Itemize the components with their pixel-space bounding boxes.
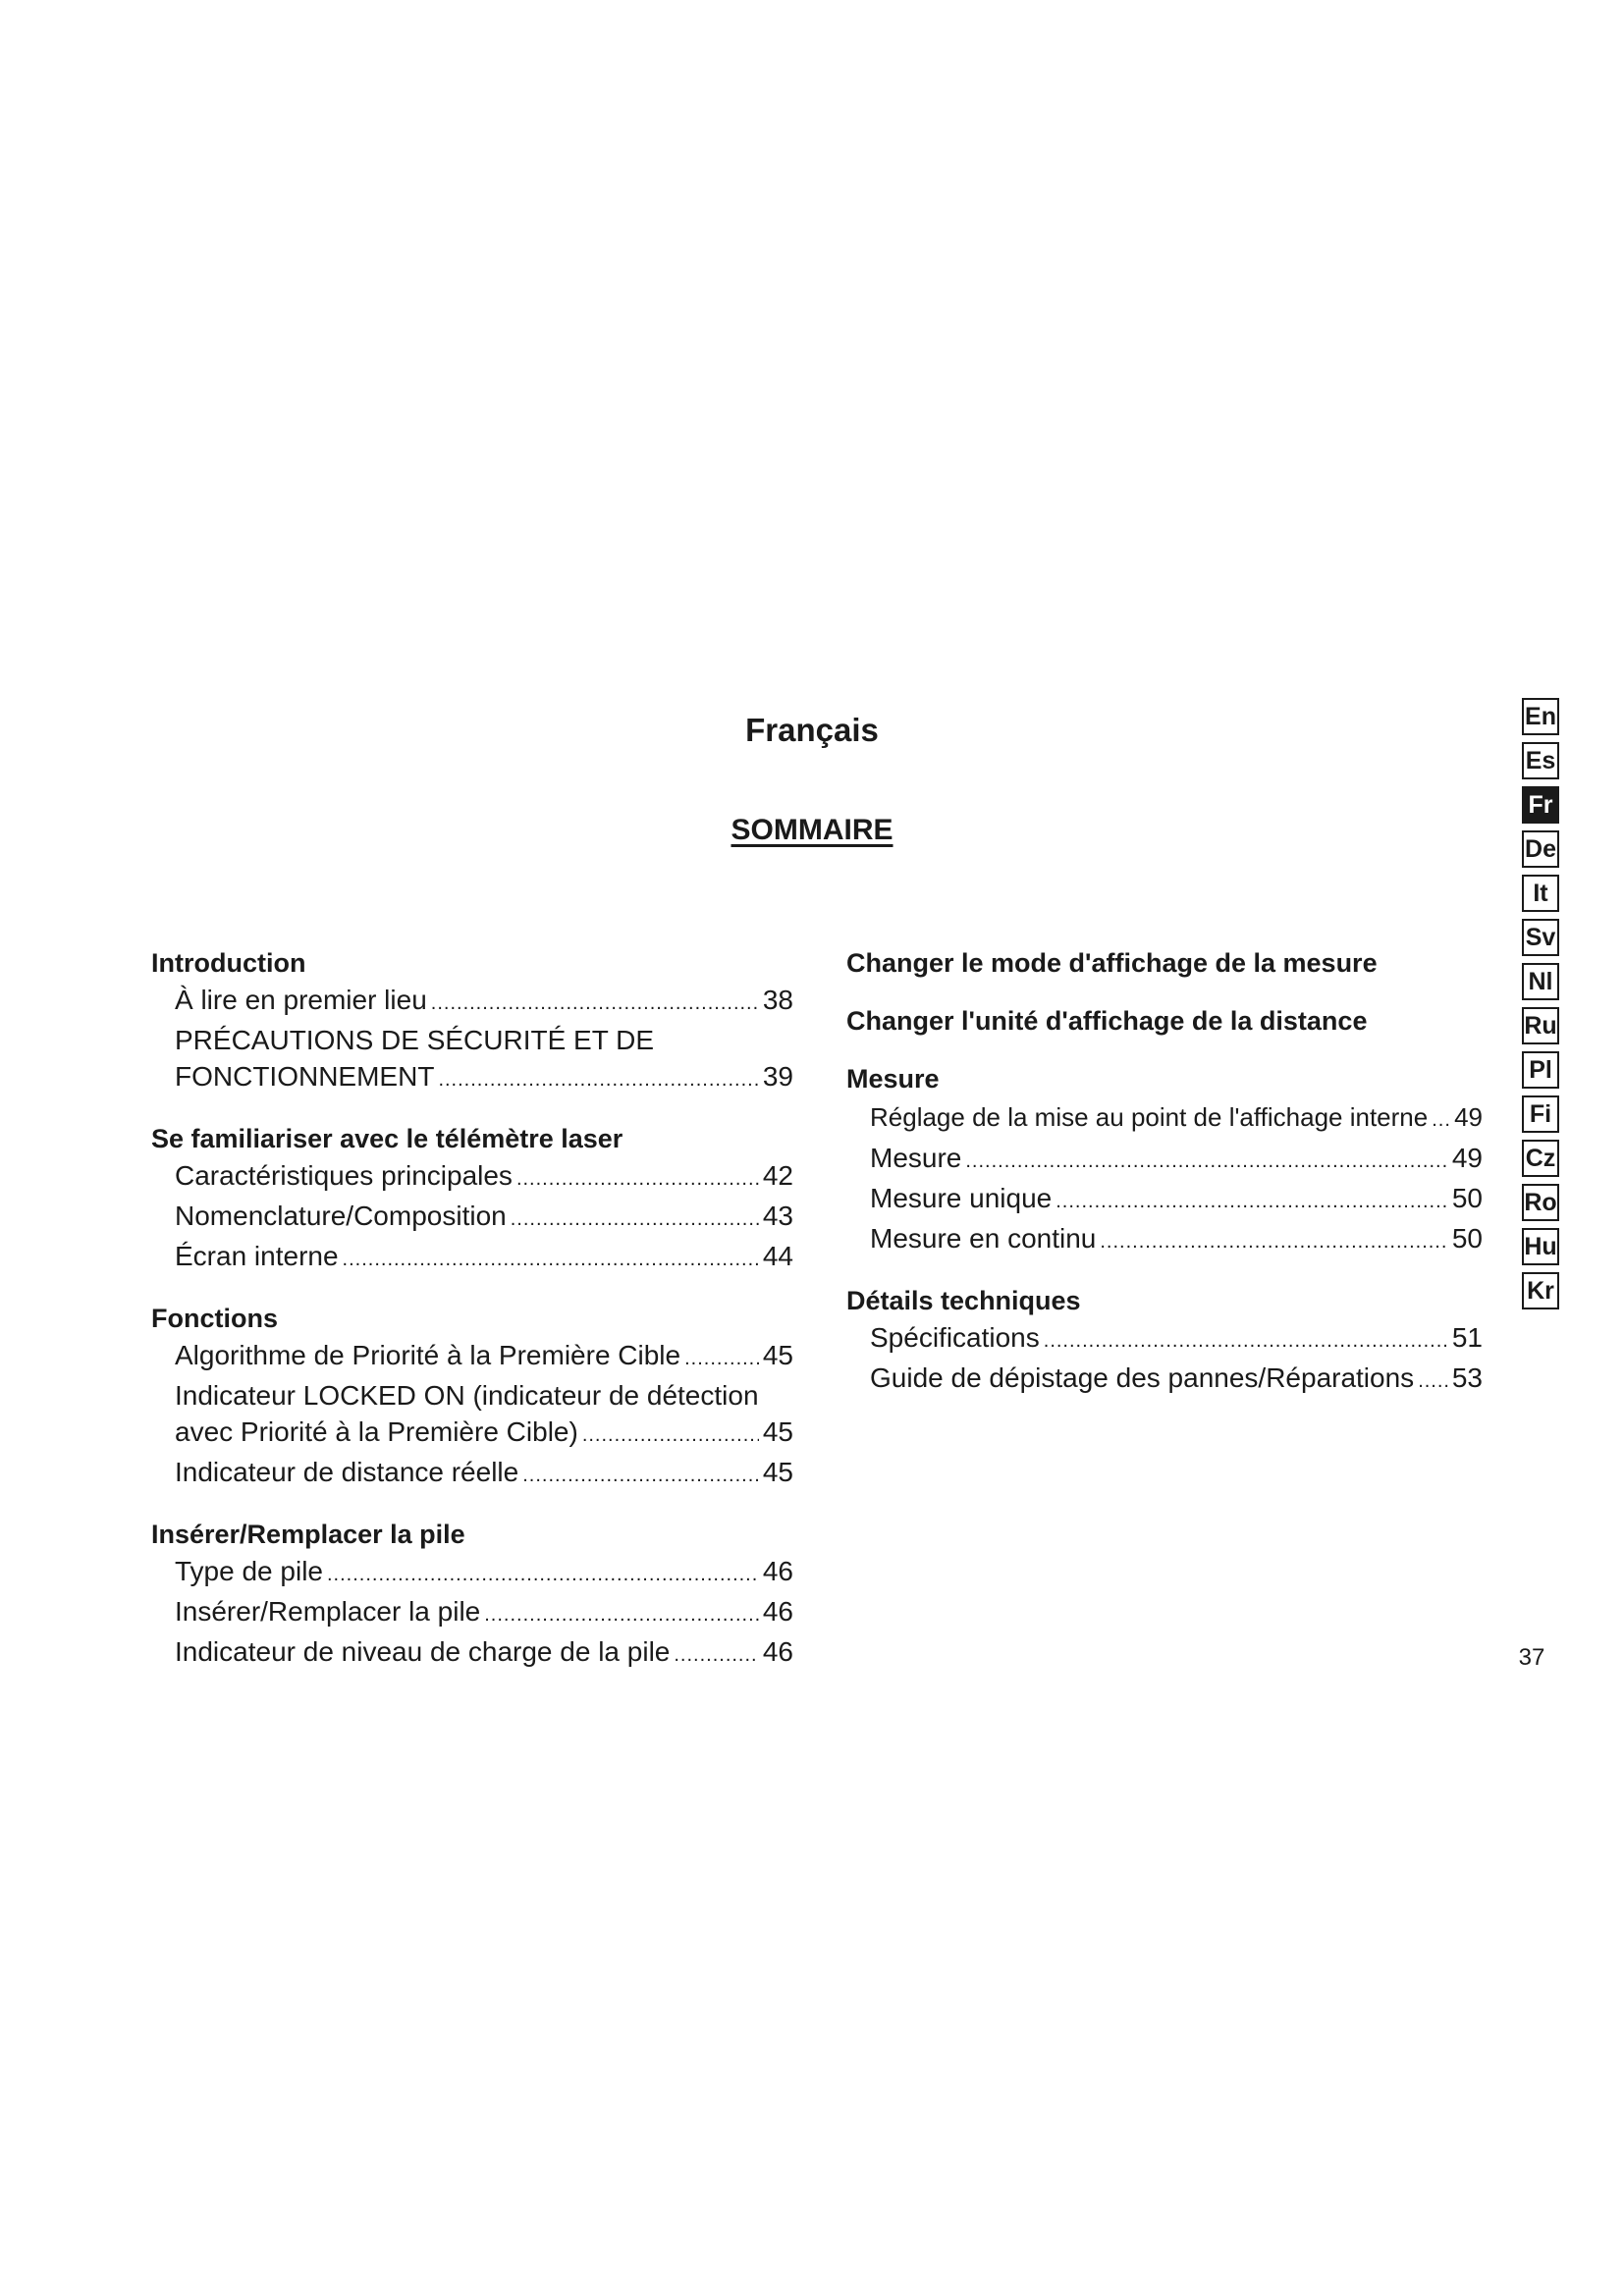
entry-label-line: PRÉCAUTIONS DE SÉCURITÉ ET DE [175,1025,655,1055]
entry-label: FONCTIONNEMENT [175,1061,435,1092]
toc-right-column [846,944,1483,1421]
toc-entry[interactable] [175,1454,793,1494]
dot-leader [484,1597,759,1633]
toc-heading-unite-affichage[interactable]: Changer l'unité d'affichage de la distance [846,1006,1368,1036]
toc-entry[interactable] [175,1157,793,1198]
entry-page: 53 [1451,1362,1483,1393]
toc-entry[interactable] [175,1593,793,1633]
entry-page: 50 [1451,1183,1483,1213]
language-tab-ro[interactable]: Ro [1522,1184,1559,1221]
entry-label: Réglage de la mise au point de l'affichage interne [870,1102,1429,1132]
toc-entry[interactable] [175,1337,793,1377]
entry-page: 44 [762,1241,793,1271]
entry-page: 42 [762,1160,793,1191]
entry-page: 45 [762,1340,793,1370]
toc-entry[interactable] [175,1238,793,1278]
section-title: Fonctions [151,1304,278,1333]
language-tab-sv[interactable]: Sv [1522,919,1559,956]
toc-entry[interactable] [175,1553,793,1593]
entry-label: Mesure [870,1143,962,1173]
dot-leader [431,986,759,1022]
section-title: Mesure [846,1064,940,1094]
dot-leader [1044,1323,1448,1360]
toc-section-pile [151,1516,793,1674]
language-tab-es[interactable]: Es [1522,742,1559,779]
language-tab-fi[interactable]: Fi [1522,1095,1559,1133]
toc-entry[interactable] [870,1180,1483,1220]
language-tab-hu[interactable]: Hu [1522,1228,1559,1265]
page-number: 37 [1518,1644,1545,1671]
toc-left-column [151,944,793,1695]
entry-label: Insérer/Remplacer la pile [175,1596,481,1627]
entry-label: Indicateur de distance réelle [175,1457,519,1487]
entry-label: À lire en premier lieu [175,985,427,1015]
entry-page: 45 [762,1457,793,1487]
language-tab-en[interactable]: En [1522,698,1559,735]
section-title: Se familiariser avec le télémètre laser [151,1124,623,1153]
language-tab-ru[interactable]: Ru [1522,1007,1559,1044]
toc-entry[interactable] [870,1220,1483,1260]
entry-page: 49 [1451,1143,1483,1173]
entry-label: Algorithme de Priorité à la Première Cible [175,1340,681,1370]
entry-page: 49 [1454,1102,1483,1132]
toc-section-introduction [151,944,793,1098]
language-title: Français [745,712,879,748]
dot-leader [1100,1224,1447,1260]
toc-entry[interactable] [870,1097,1483,1140]
toc-entry[interactable] [870,1319,1483,1360]
language-tab-cz[interactable]: Cz [1522,1140,1559,1177]
dot-leader [1056,1184,1448,1220]
entry-page: 46 [762,1556,793,1586]
dot-leader [1432,1100,1450,1140]
entry-label: Type de pile [175,1556,323,1586]
entry-label: Indicateur de niveau de charge de la pile [175,1636,671,1667]
dot-leader [438,1062,758,1098]
section-title: Insérer/Remplacer la pile [151,1520,465,1549]
entry-label: Mesure unique [870,1183,1053,1213]
dot-leader [965,1144,1447,1180]
toc-entry[interactable] [175,1198,793,1238]
toc-section-mesure [846,1060,1483,1260]
toc-section-details-techniques [846,1282,1483,1400]
entry-label: Caractéristiques principales [175,1160,513,1191]
toc-entry[interactable] [175,982,793,1022]
language-tab-kr[interactable]: Kr [1522,1272,1559,1309]
dot-leader [1418,1363,1448,1400]
entry-label-line: Indicateur LOCKED ON (indicateur de détection [175,1380,759,1411]
toc-entry[interactable] [175,1058,793,1098]
language-tab-de[interactable]: De [1522,830,1559,868]
entry-label: Écran interne [175,1241,339,1271]
entry-page: 50 [1451,1223,1483,1254]
dot-leader [684,1341,759,1377]
dot-leader [327,1557,759,1593]
entry-label: Spécifications [870,1322,1040,1353]
dot-leader [674,1637,758,1674]
section-title: Détails techniques [846,1286,1081,1315]
language-tab-nl[interactable]: Nl [1522,963,1559,1000]
entry-page: 46 [762,1636,793,1667]
entry-page: 46 [762,1596,793,1627]
dot-leader [343,1242,759,1278]
toc-title: SOMMAIRE [731,814,893,846]
entry-label: Nomenclature/Composition [175,1201,507,1231]
language-tab-pl[interactable]: Pl [1522,1051,1559,1089]
entry-label: avec Priorité à la Première Cible) [175,1416,578,1447]
dot-leader [516,1161,759,1198]
entry-page: 45 [762,1416,793,1447]
dot-leader [522,1458,759,1494]
entry-page: 38 [762,985,793,1015]
entry-label: Mesure en continu [870,1223,1097,1254]
toc-section-familiariser [151,1120,793,1278]
toc-entry[interactable] [870,1140,1483,1180]
dot-leader [511,1201,759,1238]
language-tab-it[interactable]: It [1522,875,1559,912]
entry-label: Guide de dépistage des pannes/Réparations [870,1362,1415,1393]
toc-entry[interactable] [175,1633,793,1674]
toc-entry[interactable] [175,1414,793,1454]
entry-page: 43 [762,1201,793,1231]
toc-entry[interactable] [870,1360,1483,1400]
dot-leader [582,1417,759,1454]
toc-heading-mode-affichage[interactable]: Changer le mode d'affichage de la mesure [846,948,1378,978]
section-title: Introduction [151,948,306,978]
language-tab-fr[interactable]: Fr [1522,786,1559,824]
entry-page: 39 [762,1061,793,1092]
toc-section-fonctions [151,1300,793,1494]
entry-page: 51 [1451,1322,1483,1353]
